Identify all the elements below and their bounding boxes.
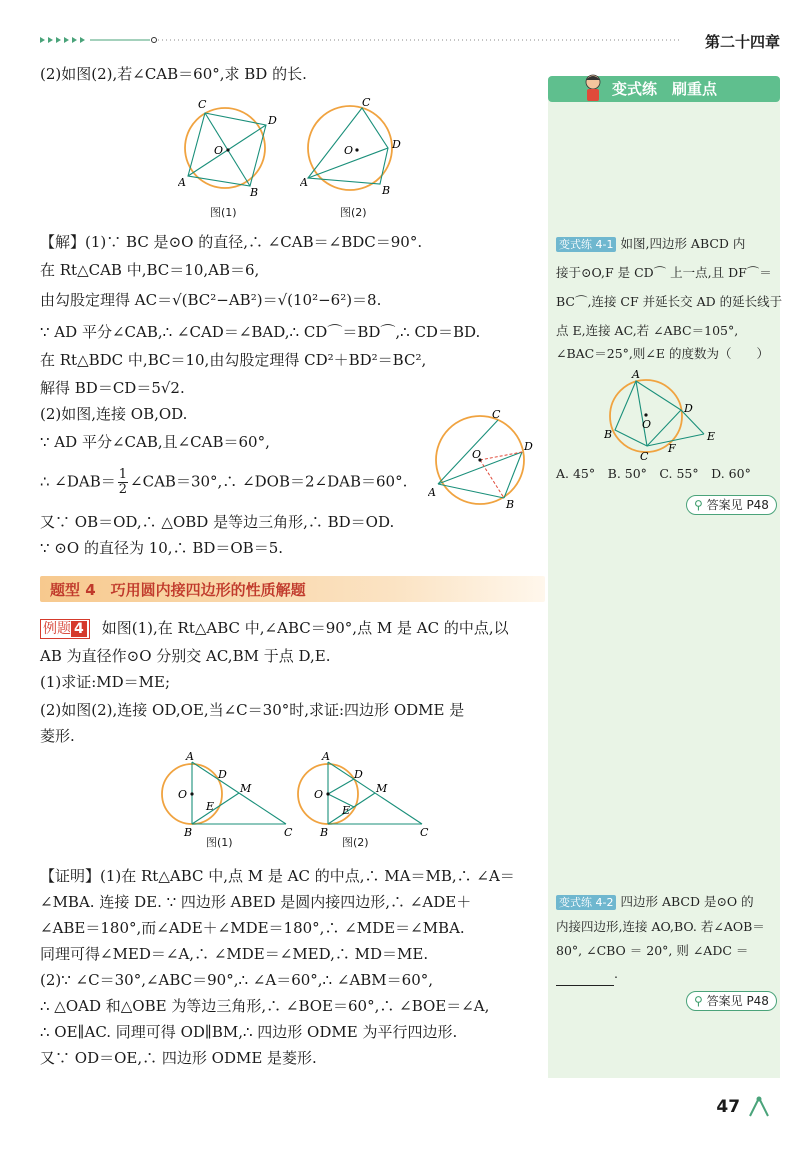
ex41-line4: 点 E,连接 AC,若 ∠ABC＝105°,: [556, 323, 739, 338]
mascot-icon: [578, 72, 608, 104]
section-title: 题型 4 巧用圆内接四边形的性质解题: [50, 581, 306, 599]
ex42-line1: 变式练 4-2 四边形 ABCD 是⊙O 的: [556, 890, 754, 914]
proof-line-4: 同理可得∠MED＝∠A,∴ ∠MDE＝∠MED,∴ MD＝ME.: [40, 945, 429, 963]
example-line-3: (1)求证:MD＝ME;: [40, 673, 171, 691]
ex41-line1: 变式练 4-1 如图,四边形 ABCD 内: [556, 232, 745, 256]
proof-line-3: ∠ABE＝180°,而∠ADE＋∠MDE＝180°,∴ ∠MDE＝∠MBA.: [40, 919, 465, 937]
ex42-line4: .: [556, 962, 618, 986]
top-figure-1: [178, 98, 288, 198]
answer-blank[interactable]: [556, 971, 614, 986]
svg-text:D: D: [392, 138, 401, 151]
example-line-4: (2)如图(2),连接 OD,OE,当∠C＝30°时,求证:四边形 ODME 是: [40, 701, 465, 719]
ex41-answer-button[interactable]: ⚲ 答案见 P48: [686, 495, 777, 515]
header-rule: [40, 36, 680, 44]
solution-line-3: 由勾股定理得 AC＝√(BC²−AB²)＝√(10²−6²)＝8.: [40, 291, 382, 309]
svg-text:O: O: [472, 448, 482, 461]
example-caption-2: 图(2): [342, 836, 369, 849]
svg-text:C: C: [420, 826, 429, 838]
example-line-1: 例题 4 如图(1),在 Rt△ABC 中,∠ABC＝90°,点 M 是 AC 的中点,以: [40, 618, 509, 639]
ex42-line3: 80°, ∠CBO ＝ 20°, 则 ∠ADC ＝: [556, 943, 749, 958]
example-tag: 例题 4: [40, 619, 90, 639]
svg-text:M: M: [240, 782, 252, 795]
svg-text:D: D: [354, 768, 363, 781]
svg-text:A: A: [178, 176, 186, 189]
svg-text:C: C: [492, 408, 501, 421]
svg-text:C: C: [284, 826, 293, 838]
ex41-line5: ∠BAC＝25°,则∠E 的度数为（ ）: [556, 346, 769, 361]
proof-line-7: ∴ OE∥AC. 同理可得 OD∥BM,∴ 四边形 ODME 为平行四边形.: [40, 1023, 458, 1041]
solution-line-5: 在 Rt△BDC 中,BC＝10,由勾股定理得 CD²＋BD²＝BC²,: [40, 351, 427, 369]
solution-line-2: 在 Rt△CAB 中,BC＝10,AB＝6,: [40, 261, 260, 279]
chapter-title: 第二十四章: [704, 33, 780, 51]
svg-text:B: B: [320, 826, 329, 838]
ex42-tag: 变式练 4-2: [556, 895, 616, 910]
svg-text:C: C: [198, 98, 207, 111]
svg-text:A: A: [632, 368, 640, 381]
banner-title: 变式练 刷重点: [612, 80, 718, 98]
key-icon: ⚲: [694, 498, 703, 512]
proof-line-6: ∴ △OAD 和△OBE 为等边三角形,∴ ∠BOE＝60°,∴ ∠BOE＝∠A,: [40, 997, 490, 1015]
key-icon: ⚲: [694, 994, 703, 1008]
question-2: (2)如图(2),若∠CAB＝60°,求 BD 的长.: [40, 65, 307, 83]
svg-text:E: E: [342, 804, 351, 817]
section-header: [40, 576, 545, 602]
solution-line-8: ∵ AD 平分∠CAB,且∠CAB＝60°,: [40, 433, 270, 451]
proof-line-1: 【证明】(1)在 Rt△ABC 中,点 M 是 AC 的中点,∴ MA＝MB,∴ ∠A＝: [40, 867, 515, 885]
ex41-tag: 变式练 4-1: [556, 237, 616, 252]
solution-line-11: ∵ ⊙O 的直径为 10,∴ BD＝OB＝5.: [40, 539, 284, 557]
svg-text:A: A: [186, 752, 194, 763]
svg-text:D: D: [684, 402, 693, 415]
proof-line-5: (2)∵ ∠C＝30°,∠ABC＝90°,∴ ∠A＝60°,∴ ∠ABM＝60°,: [40, 971, 434, 989]
example-line-2: AB 为直径作⊙O 分别交 AC,BM 于点 D,E.: [40, 647, 331, 665]
solution-line-10: 又∵ OB＝OD,∴ △OBD 是等边三角形,∴ BD＝OD.: [40, 513, 395, 531]
svg-text:O: O: [214, 144, 224, 157]
svg-text:C: C: [640, 450, 649, 463]
proof-line-2: ∠MBA. 连接 DE. ∵ 四边形 ABED 是圆内接四边形,∴ ∠ADE＋: [40, 893, 472, 911]
solution-line-6: 解得 BD＝CD＝5√2.: [40, 379, 185, 397]
svg-text:B: B: [382, 184, 391, 197]
svg-text:B: B: [604, 428, 613, 441]
svg-text:C: C: [362, 98, 371, 109]
svg-text:A: A: [322, 752, 330, 763]
solution-line-9: ∴ ∠DAB＝ $\frac{1}{2}$ ∠CAB＝30°,∴ ∠DOB＝2∠DAB＝60°.: [40, 467, 408, 497]
svg-text:B: B: [506, 498, 515, 511]
svg-text:O: O: [642, 418, 652, 431]
example-line-5: 菱形.: [40, 727, 75, 745]
example-caption-1: 图(1): [206, 836, 233, 849]
svg-text:F: F: [668, 442, 676, 455]
ex41-line2: 接于⊙O,F 是 CD⌒ 上一点,且 DF⌒＝: [556, 265, 772, 280]
svg-text:A: A: [428, 486, 436, 499]
svg-text:O: O: [178, 788, 188, 801]
solution-figure: [428, 408, 544, 512]
ex41-options: A. 45° B. 50° C. 55° D. 60°: [556, 466, 751, 481]
ex41-figure: [604, 368, 724, 464]
svg-text:E: E: [707, 430, 716, 443]
svg-text:B: B: [184, 826, 193, 838]
top-figure-2: [300, 98, 410, 198]
solution-line-4: ∵ AD 平分∠CAB,∴ ∠CAD＝∠BAD,∴ CD⌒＝BD⌒,∴ CD＝BD.: [40, 323, 481, 341]
svg-text:E: E: [206, 800, 215, 813]
svg-text:A: A: [300, 176, 308, 189]
compass-icon: [746, 1096, 772, 1118]
svg-text:M: M: [376, 782, 388, 795]
sidebar-banner: [548, 76, 780, 102]
proof-line-8: 又∵ OD＝OE,∴ 四边形 ODME 是菱形.: [40, 1049, 317, 1067]
ex42-line2: 内接四边形,连接 AO,BO. 若∠AOB＝: [556, 919, 765, 934]
svg-text:D: D: [218, 768, 227, 781]
fraction-one-half: $\frac{1}{2}$: [118, 467, 128, 497]
example-figure-2: [296, 752, 436, 838]
page-number: 47: [716, 1096, 772, 1118]
ex42-answer-button[interactable]: ⚲ 答案见 P48: [686, 991, 777, 1011]
ex41-line3: BC⌒,连接 CF 并延长交 AD 的延长线于: [556, 294, 783, 309]
solution-line-1: 【解】(1)∵ BC 是⊙O 的直径,∴ ∠CAB＝∠BDC＝90°.: [40, 233, 423, 251]
svg-text:O: O: [344, 144, 354, 157]
svg-text:O: O: [314, 788, 324, 801]
svg-text:D: D: [524, 440, 533, 453]
top-caption-1: 图(1): [210, 206, 237, 219]
example-figure-1: [160, 752, 300, 838]
top-caption-2: 图(2): [340, 206, 367, 219]
solution-line-7: (2)如图,连接 OB,OD.: [40, 405, 188, 423]
svg-text:B: B: [250, 186, 259, 198]
svg-text:D: D: [268, 114, 277, 127]
